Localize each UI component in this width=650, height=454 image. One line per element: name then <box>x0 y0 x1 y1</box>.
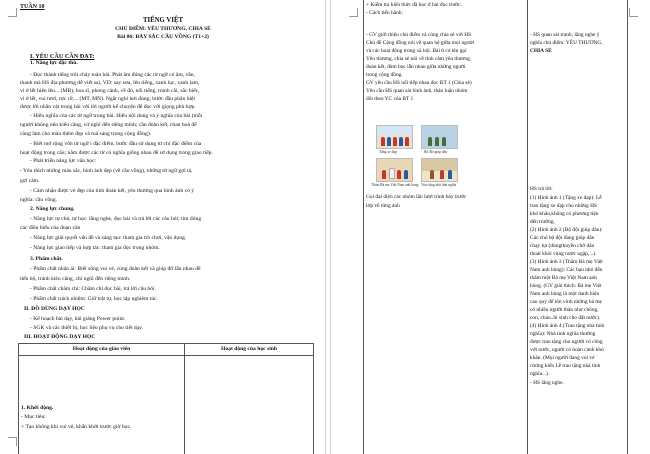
text-line: - SGK và các thiết bị, học liệu phụ vụ cho tiết dạy. <box>30 325 144 331</box>
text-line: trao tặng xe đạp cho những HS <box>530 203 597 209</box>
text-line: Chủ đề Cộng đồng nói về quan hệ giữa mọi người <box>366 40 475 46</box>
text-line: - Phẩm chất nhân ái: Biết sống vui vẻ, cùng đoàn kết và giúp đỡ lẫn nhau để <box>30 266 201 272</box>
text-line: với nước, người có hoàn cảnh khó <box>530 347 604 353</box>
text-line: nghĩa chủ điểm: YÊU THƯƠNG, <box>530 40 603 46</box>
text-line: - Năng lực giải quyết vấn đề và sáng tạo: tham gia trò chơi, vận dụng. <box>30 235 187 241</box>
text-line: nghĩa: cầu vồng. <box>20 197 58 203</box>
photo-caption: Trao tặng nhà tình nghĩa <box>421 183 457 187</box>
text-line: vì ở lết, vui tươi, rực rỡ,... (MT, MN). Ngắt nghỉ hơi đúng; bước đầu phân biệt <box>20 96 196 102</box>
text-line: Yêu thương, chia sẻ nói về tình cảm yêu thương, <box>366 56 472 62</box>
text-line: - HS lắng nghe. <box>530 380 564 386</box>
section-heading: III. HOẠT ĐỘNG DẠY HỌC <box>24 334 96 340</box>
photo-soldiers-helping <box>421 125 458 149</box>
document-page-right <box>330 0 650 454</box>
text-line: - Cách tiến hành: <box>366 10 403 16</box>
text-line: nghĩa): Nhà tình nghĩa thường <box>530 331 596 337</box>
subsection-heading: 2. Năng lực chung. <box>30 206 75 212</box>
text-line: các điều hiểu của đoạn văn <box>20 225 81 231</box>
column-header-teacher: Hoạt động của giáo viên <box>72 346 131 352</box>
text-line: cùng làm cho màu thêm đẹp và toả sáng trong cộng đồng). <box>20 131 152 137</box>
week-label: TUẦN 10 <box>20 4 45 10</box>
text-line: CHIA SẺ <box>530 48 552 54</box>
text-line: (3) Hình ảnh 3 (Thăm Bà mẹ Việt <box>530 259 603 265</box>
text-line: được trao tặng cho người có công <box>530 339 603 345</box>
text-line: - Cảm nhận được vẻ đẹp của tình đoàn kết, yêu thương qua hình ảnh có ý <box>30 188 195 194</box>
text-line: gợi cảm. <box>20 178 40 184</box>
text-line: HS trả lời: <box>530 186 553 192</box>
text-line: nghĩa...). <box>530 371 550 377</box>
text-line: chứng kiến Lễ trao tặng nhà tình <box>530 363 601 369</box>
text-line: GV yêu cầu HS nối tiếp nhau đọc BT 1 (Chia sẻ) <box>366 80 472 86</box>
text-line: - Yêu thích những màu sắc, hình ảnh đẹp (về cầu vồng), những từ ngữ gợi tả, <box>20 168 193 174</box>
text-line: được lời nhân vật trong bài với lời người kể chuyện để đọc với giọng phù hợp. <box>20 104 196 110</box>
text-line: Nam anh hùng): Các bạn nhỏ đến <box>530 267 603 273</box>
section-heading: I. YÊU CẦU CẦN ĐẠT: <box>30 53 95 60</box>
table-row: 1. Khởi động. <box>21 405 54 411</box>
text-line: - Năng lực tự chủ, tự học: lắng nghe, đọc bài và trả lời các câu hỏi; tìm đúng <box>30 216 202 222</box>
photo-visiting-hero-mother <box>376 158 413 182</box>
text-line: chạy lụt (dùngthuyền chở dân <box>530 243 595 249</box>
text-line: có nhiều người thân như chồng, <box>530 307 599 313</box>
text-line: - HS quan sát tranh, lắng nghe ý <box>530 32 600 38</box>
text-line: lớp về từng ảnh <box>366 203 400 209</box>
text-line: - Đọc thành tiếng trôi chảy toàn bài. Phát âm đúng các từ ngữ có âm, vần, <box>30 72 195 78</box>
crop-mark <box>349 8 358 17</box>
text-line: và các hoạt động trong xã hội. Bài 6 có tên gọi <box>366 48 467 54</box>
text-line: con, cháu..hi sinh cho đất nước). <box>530 315 601 321</box>
table-row: + Tạo không khí vui vẻ, khấn khởi trước giờ học. <box>21 424 132 430</box>
text-line: (4) Hình ảnh 4 (Trao tặng nhà tình <box>530 323 605 329</box>
text-line: - Hiểu nghĩa của các từ ngữ trong bài. Hiểu nội dung và ý nghĩa của bài (mỗi <box>30 113 203 119</box>
text-line: vì ở lết hiện lên... (MB), hoa sĩ, phong cảnh, về đó, nối tiếng, tranh cãi, sắc biếc, <box>20 88 200 94</box>
theme-title: CHỦ ĐIỂM: YÊU THƯƠNG, CHIA SẺ <box>115 26 211 32</box>
text-line: - Biết mở rộng vốn từ ngữ ì đặc điểm, bước đầu sử dụng từ chỉ đặc điểm của <box>30 141 202 147</box>
photo-bicycle-gift <box>376 125 413 149</box>
photo-caption: Thăm Bà mẹ Việt Nam anh hùng <box>371 183 419 187</box>
text-line: Gọi đại diện các nhóm lần lượt trình bày trước <box>366 194 467 200</box>
crop-mark <box>8 8 17 17</box>
photo-caption: Tặng xe đạp <box>379 150 397 154</box>
text-line: + Kiểm tra kiến thức đã học ở bài đọc trước. <box>366 2 462 8</box>
text-line: thoát khỏi vùng nước ngập,...). <box>530 251 597 257</box>
text-line: - Phẩm chất chăm chỉ: Chăm chỉ đọc bài, trả lời câu hỏi. <box>30 286 156 292</box>
text-line: (2) Hình ảnh 2 (Bộ đội giúp dân): <box>530 227 603 233</box>
text-line: Các chú bộ đội đang giúp dân <box>530 235 595 241</box>
text-line: cao quý để tôn vinh những bà mẹ <box>530 299 602 305</box>
section-heading: II. ĐỒ DÙNG DẠY HỌC <box>24 306 85 312</box>
text-line: đến trường. <box>530 219 555 225</box>
photo-charity-house <box>421 158 458 182</box>
text-line: khăn. (Mọi người đang vui vẻ <box>530 355 595 361</box>
text-line: đôi theo YC của BT 1 <box>366 96 414 102</box>
text-line: đoàn kết, đùm bọc lẫn nhau giữa những người <box>366 64 466 70</box>
text-line: Yêu cầu HS quan sát hình ảnh, thảo luận nhóm <box>366 88 468 94</box>
lesson-title: Bài 06: BẢY SẮC CẦU VỒNG (T1+2) <box>117 34 209 40</box>
text-line: người không nên kiêu căng, cứ nghĩ đến riêng mình; cần đoàn kết, chan hoà để <box>20 122 197 128</box>
text-line: tiến bộ, tránh kiêu căng, chỉ nghĩ đến riêng mình. <box>20 276 131 282</box>
text-line: hùng. (GV giải thích: Bà mẹ Việt <box>530 283 602 289</box>
text-line: (1) Hình ảnh 1 (Tặng xe đạp): Lễ <box>530 195 602 201</box>
crop-mark <box>629 8 638 17</box>
text-line: thanh mà HS địa phương dễ viết sai, VD: say sưa, lên tiếng, xanh lục, xanh lam, <box>20 80 200 86</box>
text-line: - Phẩm chất trách nhiệm: Giữ trật tự, học tập nghiêm túc. <box>30 296 159 302</box>
subject-title: TIẾNG VIỆT <box>142 17 184 24</box>
text-line: thăm một Bà mẹ Việt Nam anh <box>530 275 597 281</box>
subsection-heading: 1. Năng lực đặc thù. <box>30 60 78 66</box>
table-row: - Mục tiêu: <box>21 414 46 420</box>
text-line: - Năng lực giao tiếp và hợp tác: tham gia đọc trong nhóm. <box>30 245 160 251</box>
photo-caption: Bộ đội giúp dân <box>424 150 448 154</box>
text-line: khó khăn,không có phương tiện <box>530 211 599 217</box>
crop-mark <box>8 437 17 446</box>
text-line: hoạt động trong câu; nắm được các từ có nghĩa giống nhau để sử dụng trong giao tiếp. <box>20 150 213 156</box>
text-line: Nam anh hùng là một danh hiệu <box>530 291 600 297</box>
text-line: trong cộng đồng. <box>366 72 403 78</box>
column-header-student: Hoạt động của học sinh <box>221 346 277 352</box>
text-line: - GV giới thiệu chủ điểm và cùng chia sẻ với HS <box>366 32 472 38</box>
text-line: - Kế hoạch bài dạy, bài giảng Power point. <box>30 316 126 322</box>
text-line: - Phát triển năng lực văn học: <box>30 158 97 164</box>
subsection-heading: 3. Phẩm chất. <box>30 256 63 262</box>
